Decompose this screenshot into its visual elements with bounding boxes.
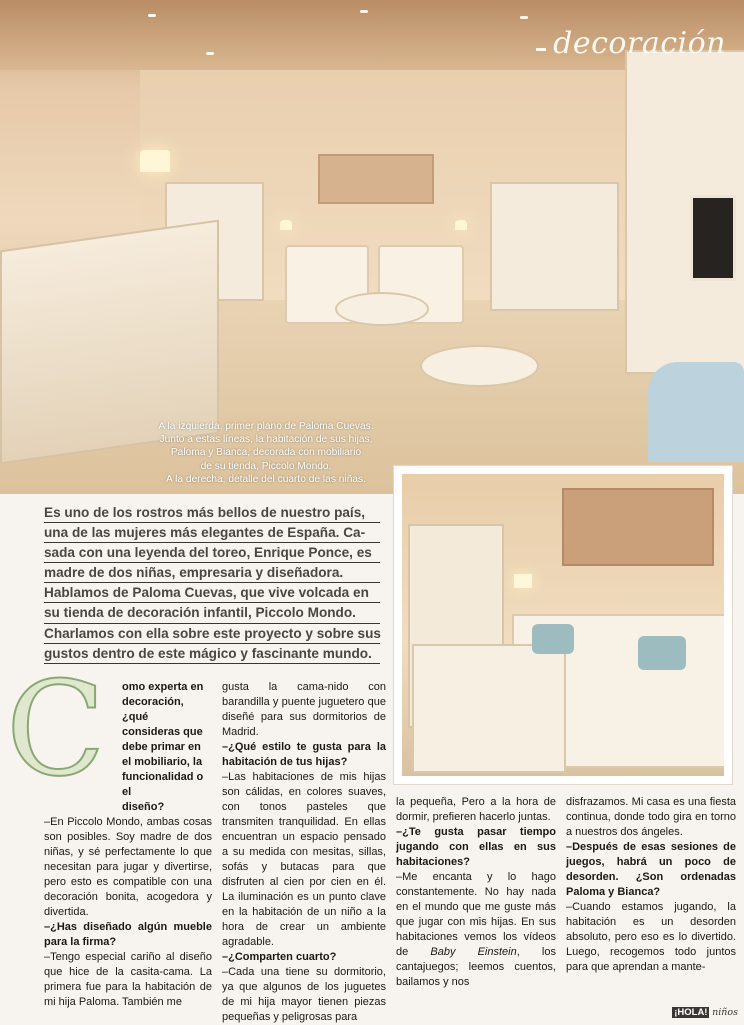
wall-art-frame [318,154,434,204]
answer: –Tengo especial cariño al diseño que hice de la casita-cama. La primera fue para la habitación de mi hija Paloma. También me [44,951,212,1008]
video-title: Baby Einstein [430,946,517,958]
caption-line: de su tienda, Piccolo Mondo. [200,460,332,472]
article-column-3 [396,795,556,990]
intro-line: Charlamos con ella sobre este proyecto y sobre sus [44,624,380,644]
question [44,680,212,815]
answer-text: , los cantajuegos; leemos cuentos, bailamos y nos [396,946,556,988]
caption-line: Junto a estas líneas, la habitación de sus hijas, [159,434,373,446]
question-line: decoración, ¿qué [122,696,184,723]
intro-line: una de las mujeres más elegantes de España. Ca- [44,523,380,543]
television [690,195,736,281]
drop-cap: C [6,653,106,805]
caption-line: Paloma y Bianca, decorada con mobiliario [170,447,362,459]
round-table [420,345,539,387]
armchair [648,362,744,462]
photo-caption [146,420,386,486]
table-lamp [455,220,467,230]
table-lamp [280,220,292,230]
section-dash [536,48,546,51]
question-line: funcionalidad o el [122,771,204,798]
main-room-photo [0,0,744,494]
answer: –Las habitaciones de mis hijas son cálidas, en colores suaves, con tonos pasteles que transmiten tranquilidad. En ellas encuentran un espacio pensado a su medida con mesitas, sillas, sofás y butacas para que disfruten al cien por cien en él. La iluminación es un punto clave en la habitación de un niño a la hora de crear un ambiente agradable. [222,771,386,948]
section-title: decoración [553,26,726,61]
question: –¿Te gusta pasar tiempo jugando con ellas en sus habitaciones? [396,826,556,868]
caption-line: A la izquierda, primer plano de Paloma Cuevas. [158,421,374,432]
inset-photo-image [402,474,724,776]
question-line: debe primar en [122,741,201,753]
question-line: consideras que [122,726,203,738]
ceiling-light [360,10,368,13]
corner-shelf [490,182,619,311]
question: –¿Qué estilo te gusta para la habitación de tus hijas? [222,741,386,768]
answer: –En Piccolo Mondo, ambas cosas son posibles. Soy madre de dos niñas, y sé perfectamente lo que necesitan para jugar y divertirse, pero esto es compatible con una decoración bonita, acogedora y divertida. [44,816,212,918]
answer: –Cada una tiene su dormitorio, ya que algunos de los juguetes de mi hija mayor tienen piezas pequeñas y peligrosas para [222,966,386,1023]
intro-line: su tienda de decoración infantil, Piccolo Mondo. [44,603,380,623]
caption-line: A la derecha, detalle del cuarto de las niñas. [166,473,366,485]
question: –¿Has diseñado algún mueble para la firma? [44,921,212,948]
question: –Después de esas sesiones de juegos, habrá un poco de desorden. ¿Son ordenadas Paloma y Bianca? [566,841,736,898]
intro-line: Hablamos de Paloma Cuevas, que vive volcada en [44,583,380,603]
footer-section: niños [712,1007,738,1018]
question-line: omo experta en [122,681,204,693]
table-lamp [514,574,532,588]
article-column-1 [44,680,212,1010]
pillow [638,636,686,670]
round-table [335,292,429,326]
ceiling-light [206,52,214,55]
question-line: el mobiliario, la [122,756,203,768]
answer: –Cuando estamos jugando, la habitación es un desorden absoluto, pero eso es lo divertido. Luego, recogemos todo juntos para que aprendan a mante- [566,901,736,973]
question-line: diseño? [122,801,165,813]
answer [396,870,556,990]
ceiling-light [520,16,528,19]
child-bed [412,644,566,773]
ceiling-light [148,14,156,17]
inset-bedroom-photo [394,466,732,784]
answer-text: –Me encanta y lo hago constantemente. No hay nada en el mundo que me guste más que jugar con mis hijas. En sus habitaciones vemos los vídeos de [396,871,556,958]
page-footer [672,1007,738,1018]
answer: disfrazamos. Mi casa es una fiesta continua, donde todo gira en torno a nuestros dos ángeles. [566,796,736,838]
floor-lamp [140,150,170,172]
article-column-2 [222,680,386,1025]
question: –¿Comparten cuarto? [222,951,337,963]
magazine-logo: ¡HOLA! [674,1007,708,1018]
pillow [532,624,574,654]
article-column-4 [566,795,736,975]
intro-line: sada con una leyenda del toreo, Enrique Ponce, es [44,543,380,563]
intro-line: Es uno de los rostros más bellos de nuestro país, [44,503,380,523]
intro-line: madre de dos niñas, empresaria y diseñadora. [44,563,380,583]
intro-line: gustos dentro de este mágico y fascinante mundo. [44,644,380,664]
wall-art-frame [562,488,714,566]
answer: la pequeña, Pero a la hora de dormir, prefieren hacerlo juntas. [396,796,556,823]
intro-paragraph [44,503,380,664]
answer: gusta la cama-nido con barandilla y puente juguetero que diseñé para sus dormitorios de Madrid. [222,681,386,738]
